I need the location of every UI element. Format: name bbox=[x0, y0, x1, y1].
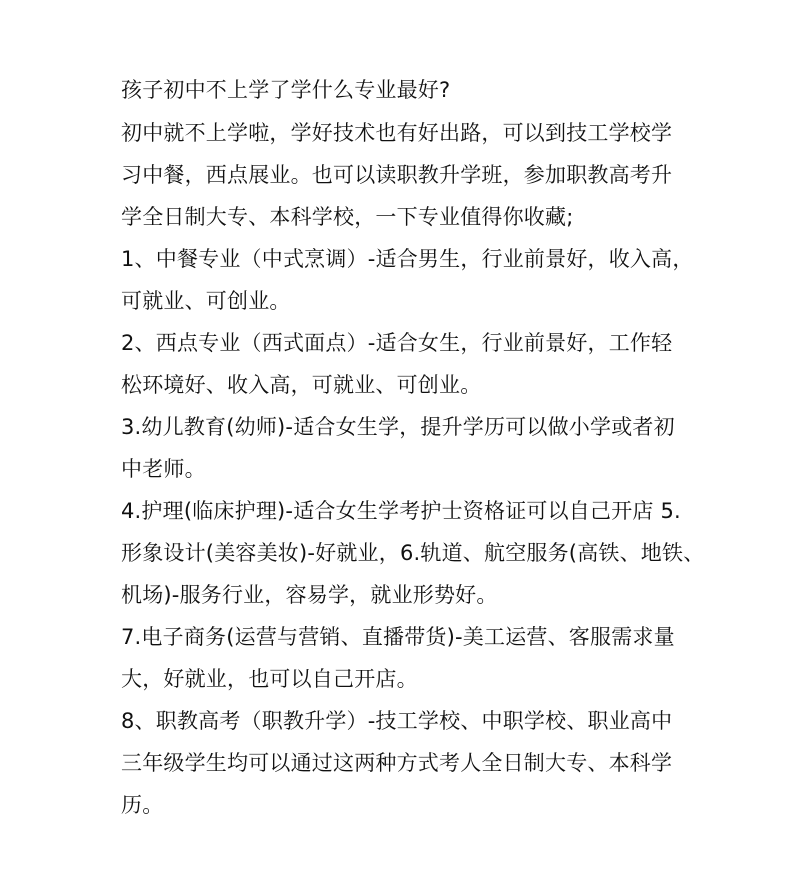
text-line: 松环境好、收入高，可就业、可创业。 bbox=[121, 373, 482, 397]
text-line: 初中就不上学啦，学好技术也有好出路，可以到技工学校学 bbox=[121, 121, 673, 145]
text-line: 学全日制大专、本科学校，一下专业值得你收藏; bbox=[121, 205, 574, 229]
text-line: 形象设计(美容美妆)-好就业，6.轨道、航空服务(高铁、地铁、 bbox=[121, 541, 705, 565]
text-line: 历。 bbox=[121, 793, 164, 817]
text-line: 3.幼儿教育(幼师)-适合女生学，提升学历可以做小学或者初 bbox=[121, 415, 675, 439]
text-line: 机场)-服务行业，容易学，就业形势好。 bbox=[121, 583, 498, 607]
text-line: 三年级学生均可以通过这两种方式考人全日制大专、本科学 bbox=[121, 751, 673, 775]
text-line: 4.护理(临床护理)-适合女生学考护士资格证可以自己开店 5. bbox=[121, 499, 681, 523]
text-line: 大，好就业，也可以自己开店。 bbox=[121, 667, 418, 691]
text-line: 可就业、可创业。 bbox=[121, 289, 291, 313]
text-line: 中老师。 bbox=[121, 457, 206, 481]
document-title-line: 孩子初中不上学了学什么专业最好? bbox=[121, 78, 451, 102]
text-line: 7.电子商务(运营与营销、直播带货)-美工运营、客服需求量 bbox=[121, 625, 675, 649]
text-line: 2、西点专业（西式面点）-适合女生，行业前景好，工作轻 bbox=[121, 331, 673, 355]
text-line: 1、中餐专业（中式烹调）-适合男生，行业前景好，收入高， bbox=[121, 247, 694, 271]
text-line: 8、职教高考（职教升学）-技工学校、中职学校、职业高中 bbox=[121, 709, 673, 733]
text-line: 习中餐，西点展业。也可以读职教升学班，参加职教高考升 bbox=[121, 163, 673, 187]
